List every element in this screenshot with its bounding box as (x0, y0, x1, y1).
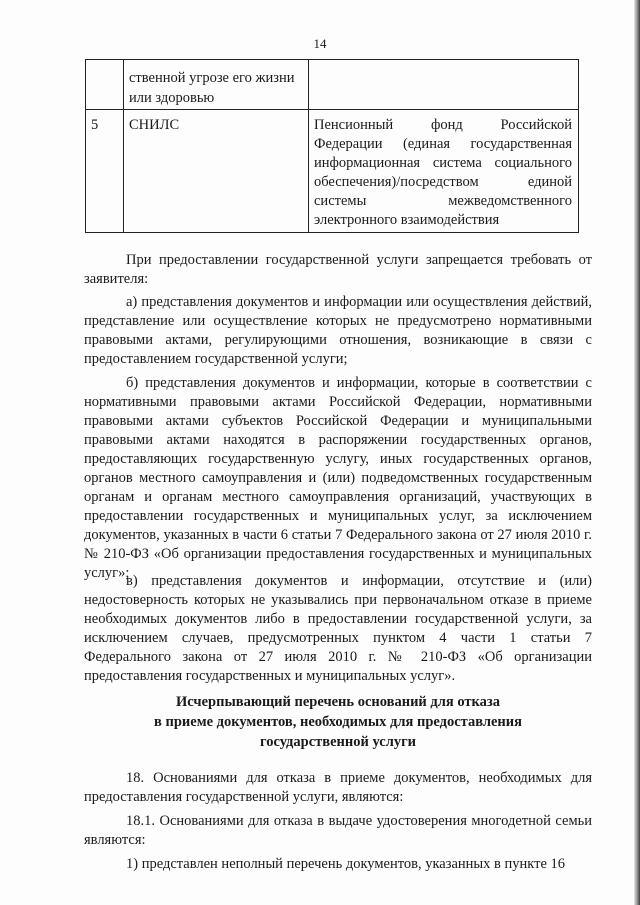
paragraph-item-1 (84, 855, 592, 874)
item-a-paragraph (84, 293, 592, 369)
paragraph-text: в) представления документов и информации, отсутствие и (или) недостоверность которых не указывались при первоначальном отказе в приеме необходимых документов либо в предоставлении государственной услуги, за исключением случаев, предусмотренных пунктом 4 части 1 статьи 7 Федерального закона от 27 июля 2010 г. № 210-ФЗ «Об организации предоставления государственных и муниципальных услуг». (84, 573, 592, 684)
paragraph-text: а) представления документов и информации или осуществления действий, представление или осуществление которых не предусмотрено нормативными правовыми актами, регулирующими отношения, возникающие в связи с предоставлением государственной услуги; (84, 294, 592, 367)
scan-edge-shadow (634, 0, 640, 905)
paragraph-text: б) представления документов и информации, которые в соответствии с нормативными правовыми актами Российской Федерации, нормативными правовыми актами субъектов Российской Федерации и муниципальными правовыми актами находятся в распоряжении государственных органов, предоставляющих государственную услугу, иных государственных органов, органов местного самоуправления и (или) подведомственных государственным органам и органам местного самоуправления организаций, участвующих в предоставлении государственных и муниципальных услуг, за исключением документов, указанных в части 6 статьи 7 Федерального закона от 27 июля 2010 г. № 210-ФЗ «Об организации предоставления государственных и муниципальных услуг»; (84, 375, 592, 581)
item-b-paragraph (84, 374, 592, 583)
table-cell-num (86, 60, 124, 110)
paragraph-text: 1) представлен неполный перечень документов, указанных в пункте 16 (126, 856, 566, 872)
heading-line: в приеме документов, необходимых для предоставления (154, 714, 522, 730)
documents-table (85, 59, 579, 233)
table-cell-source (309, 60, 579, 110)
table-cell-document: ственной угрозе его жизни или здоровью (124, 60, 309, 110)
page-number: 14 (313, 36, 327, 51)
paragraph-18 (84, 769, 592, 807)
table-cell-num: 5 (86, 110, 124, 233)
table-row (86, 60, 579, 110)
heading-line: Исчерпывающий перечень оснований для отказа (176, 694, 500, 710)
intro-paragraph (84, 251, 592, 289)
paragraph-18-1 (84, 812, 592, 850)
paragraph-text: При предоставлении государственной услуги запрещается требовать от заявителя: (84, 252, 592, 287)
table-cell-source: Пенсионный фонд Российской Федерации (единая государственная информационная система социального обеспечения)/посредством единой системы межведомственного электронного взаимодействия (309, 110, 579, 233)
item-c-paragraph (84, 572, 592, 686)
table-cell-document: СНИЛС (124, 110, 309, 233)
section-heading (84, 692, 592, 752)
paragraph-text: 18.1. Основаниями для отказа в выдаче удостоверения многодетной семьи являются: (84, 813, 592, 848)
table-row (86, 110, 579, 233)
heading-line: государственной услуги (259, 734, 417, 750)
paragraph-text: 18. Основаниями для отказа в приеме документов, необходимых для предоставления государственной услуги, являются: (84, 770, 592, 805)
